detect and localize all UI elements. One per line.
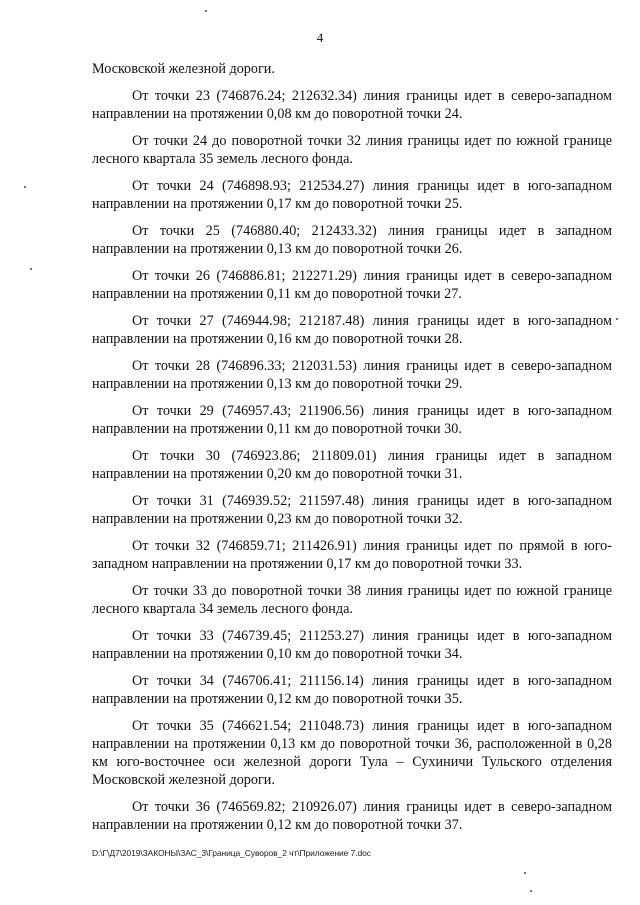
paragraph-1: От точки 23 (746876.24; 212632.34) линия границы идет в северо-западном направлении на протяжении 0,08 км до поворотной точки 24. <box>92 88 612 122</box>
paragraph-6: От точки 27 (746944.98; 212187.48) линия границы идет в юго-западном направлении на протяжении 0,16 км до поворотной точки 28. <box>92 313 612 347</box>
footer-file-path: D:\Г\Д7\2019\ЗАКОНЫ\ЗАС_3\Граница_Суворов_2 чт\Приложение 7.doc <box>92 848 371 858</box>
scan-speck <box>24 186 26 188</box>
scan-speck <box>30 268 32 270</box>
paragraph-12: От точки 33 до поворотной точки 38 линия границы идет по южной границе лесного квартала 34 земель лесного фонда. <box>92 583 612 617</box>
paragraph-2: От точки 24 до поворотной точки 32 линия границы идет по южной границе лесного квартала 35 земель лесного фонда. <box>92 133 612 167</box>
page-number: 4 <box>316 30 324 45</box>
paragraph-13: От точки 33 (746739.45; 211253.27) линия границы идет в юго-западном направлении на протяжении 0,10 км до поворотной точки 34. <box>92 628 612 662</box>
paragraph-5: От точки 26 (746886.81; 212271.29) линия границы идет в северо-западном направлении на протяжении 0,11 км до поворотной точки 27. <box>92 268 612 302</box>
paragraph-14: От точки 34 (746706.41; 211156.14) линия границы идет в юго-западном направлении на протяжении 0,12 км до поворотной точки 35. <box>92 673 612 707</box>
scan-speck <box>205 10 207 12</box>
paragraph-4: От точки 25 (746880.40; 212433.32) линия границы идет в западном направлении на протяжении 0,13 км до поворотной точки 26. <box>92 223 612 257</box>
document-body <box>92 60 612 843</box>
scan-speck <box>616 318 618 320</box>
paragraph-11: От точки 32 (746859.71; 211426.91) линия границы идет по прямой в юго-западном направлении на протяжении 0,17 км до поворотной точки 33. <box>92 538 612 572</box>
scan-speck <box>530 890 532 892</box>
paragraph-0: Московской железной дороги. <box>92 61 275 77</box>
paragraph-3: От точки 24 (746898.93; 212534.27) линия границы идет в юго-западном направлении на протяжении 0,17 км до поворотной точки 25. <box>92 178 612 212</box>
paragraph-8: От точки 29 (746957.43; 211906.56) линия границы идет в юго-западном направлении на протяжении 0,11 км до поворотной точки 30. <box>92 403 612 437</box>
paragraph-16: От точки 36 (746569.82; 210926.07) линия границы идет в северо-западном направлении на протяжении 0,12 км до поворотной точки 37. <box>92 799 612 833</box>
paragraph-9: От точки 30 (746923.86; 211809.01) линия границы идет в западном направлении на протяжении 0,20 км до поворотной точки 31. <box>92 448 612 482</box>
scan-speck <box>524 872 526 874</box>
paragraph-7: От точки 28 (746896.33; 212031.53) линия границы идет в северо-западном направлении на протяжении 0,13 км до поворотной точки 29. <box>92 358 612 392</box>
paragraph-10: От точки 31 (746939.52; 211597.48) линия границы идет в юго-западном направлении на протяжении 0,23 км до поворотной точки 32. <box>92 493 612 527</box>
paragraph-15: От точки 35 (746621.54; 211048.73) линия границы идет в юго-западном направлении на протяжении 0,13 км до поворотной точки 36, расположенной в 0,28 км юго-восточнее оси железной дороги Тула – Сухиничи Тульского отделения Московской железной дороги. <box>92 718 612 788</box>
